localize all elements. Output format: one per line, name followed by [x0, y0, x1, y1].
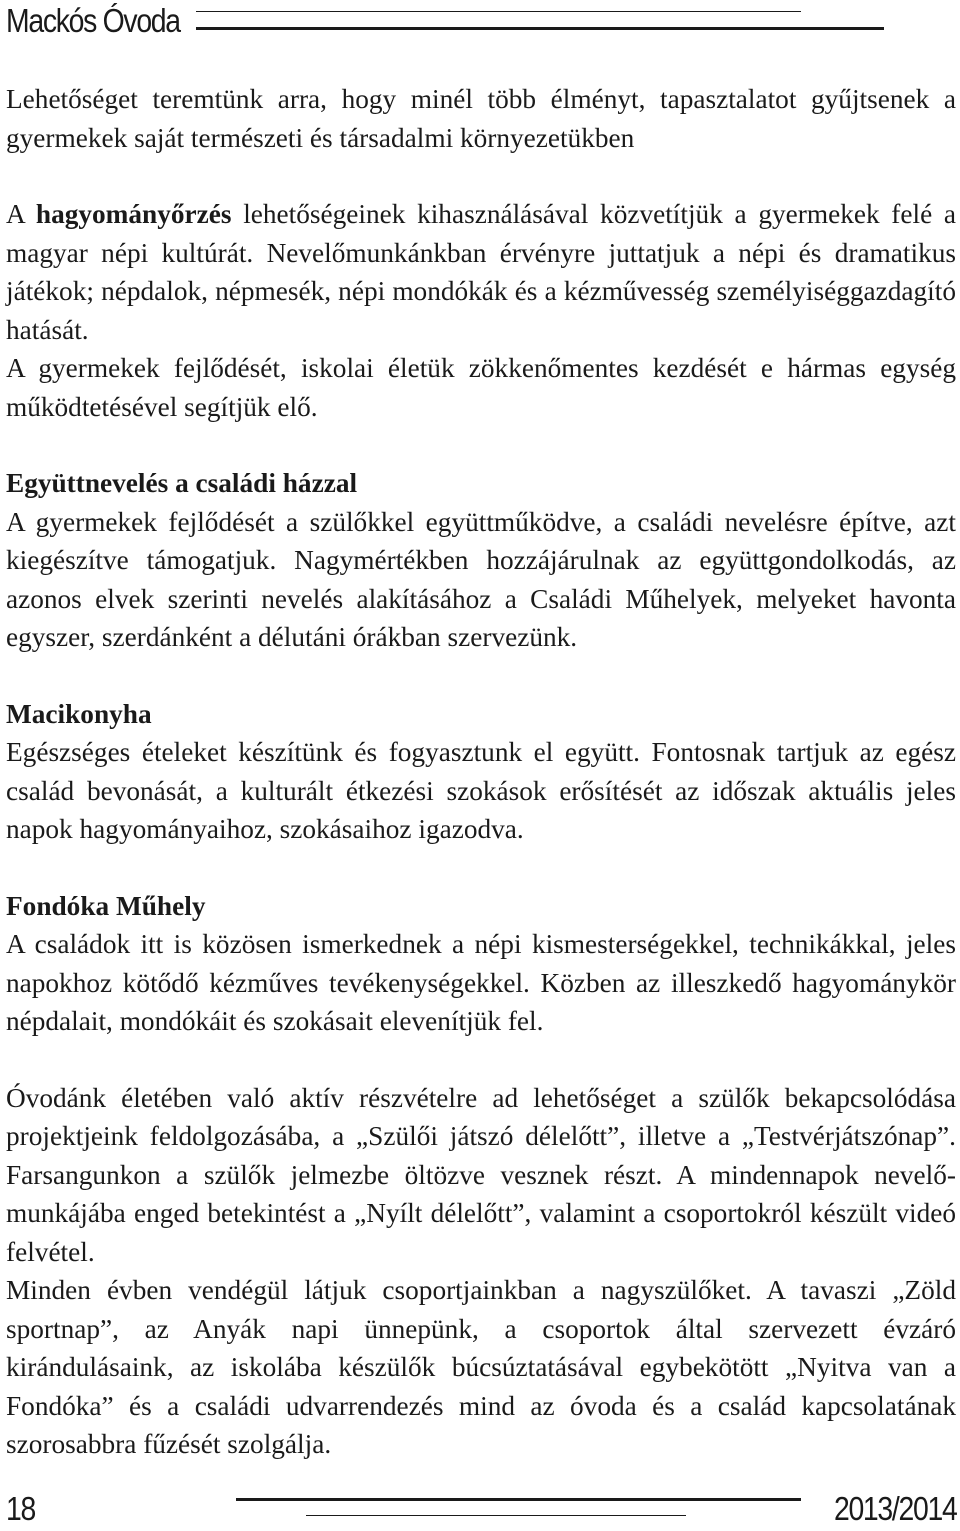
- paragraph-fondoka: A családok itt is közösen ismerkednek a népi kismesterségekkel, technikákkal, jeles napokhoz kötődő kézműves tevékenységekkel. Közben az illeszkedő hagyománykör népdalait, mondókáit és szokásait elevenítjük fel.: [6, 929, 956, 1036]
- footer-rule-thin: [306, 1515, 686, 1516]
- paragraph-grandparents: Minden évben vendégül látjuk csoportjainkban a nagyszülőket. A tavaszi „Zöld sportnap”, az Anyák napi ünnepünk, a csoportok által szervezett évzáró kirándulásaink, az iskolába készülők búcsúztatásával egybekötött „Nyitva van a Fondóka” és a családi udvarrendezés mind az óvoda és a család kapcsolatának szorosabbra fűzését szolgálja.: [6, 1275, 956, 1459]
- header-rule-thin: [196, 11, 801, 12]
- header-rule-thick: [196, 27, 884, 30]
- page-footer: [6, 1490, 956, 1530]
- paragraph-tradition-bold: hagyományőrzés: [35, 199, 232, 229]
- heading-co-education: Együttnevelés a családi házzal: [6, 468, 358, 498]
- page-header: [6, 0, 956, 44]
- footer-rule-thick: [236, 1498, 801, 1501]
- paragraph-co-education: A gyermekek fejlődését a szülőkkel együttműködve, a családi nevelésre építve, azt kiegészítve támogatjuk. Nagymértékben hozzájárulnak az együttgondolkodás, az azonos elvek szerinti nevelés alakításához a Családi Műhelyek, melyeket havonta egyszer, szerdánként a délutáni órákban szervezünk.: [6, 506, 956, 652]
- paragraph-participation: Óvodánk életében való aktív részvételre ad lehetőséget a szülők bekapcsolódása projektjeink feldolgozásába, a „Szülői játszó délelőtt”, illetve a „Testvérjátszónap”. Farsangunkon a szülők jelmezbe öltözve vesznek részt. A mindennapok nevelő-munkájába enged betekintést a „Nyílt délelőtt”, valamint a csoportokról készült videó felvétel.: [6, 1082, 956, 1267]
- paragraph-macikonyha: Egészséges ételeket készítünk és fogyasztunk el együtt. Fontosnak tartjuk az egész család bevonását, a kulturált étkezési szokások erősítését az időszak aktuális jeles napok hagyományaihoz, szokásaihoz igazodva.: [6, 737, 956, 844]
- page-number: 18: [6, 1490, 35, 1527]
- paragraph-tradition-prefix: A: [6, 199, 36, 229]
- footer-year: 2013/2014: [833, 1490, 956, 1527]
- page-body: [6, 80, 956, 1464]
- paragraph-tradition: [6, 195, 956, 349]
- paragraph-tradition-rest: lehetőségeinek kihasználásával közvetítjük a gyermekek felé a magyar népi kultúrát. Nevelőmunkánkban érvényre juttatjuk a népi és dramatikus játékok; népdalok, népmesék, népi mondókák és a kézművesség személyiséggazdagító hatását.: [6, 199, 956, 345]
- paragraph-development: A gyermekek fejlődését, iskolai életük zökkenőmentes kezdését e hármas egység működtetésével segítjük elő.: [6, 353, 956, 422]
- heading-macikonyha: Macikonyha: [6, 698, 152, 729]
- heading-fondoka: Fondóka Műhely: [6, 890, 206, 921]
- header-title: Mackós Óvoda: [6, 2, 180, 39]
- paragraph-intro: Lehetőséget teremtünk arra, hogy minél több élményt, tapasztalatot gyűjtsenek a gyermekek saját természeti és társadalmi környezetükben: [6, 84, 956, 153]
